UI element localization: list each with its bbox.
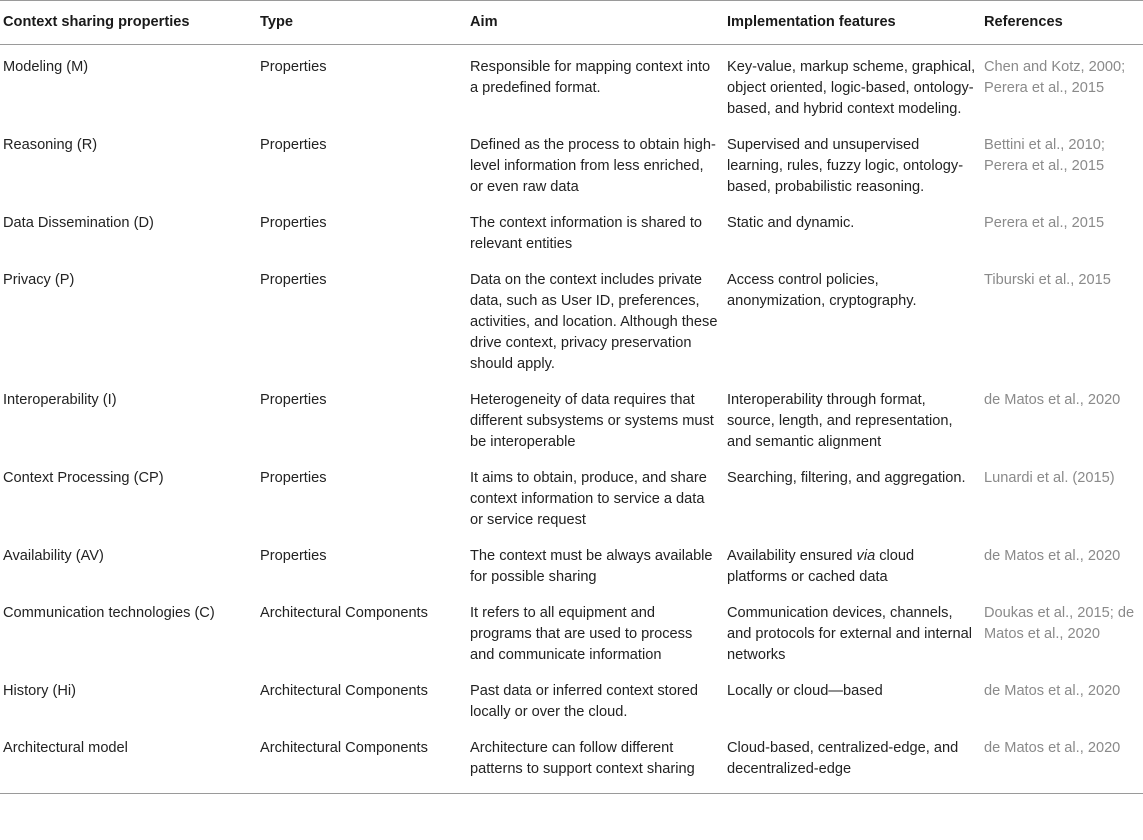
property-cell: Context Processing (CP)	[3, 470, 164, 486]
table-row	[0, 258, 1143, 378]
aim-cell: Responsible for mapping context into a predefined format.	[470, 59, 711, 96]
references-cell: de Matos et al., 2020	[980, 726, 1143, 794]
features-cell: Key-value, markup scheme, graphical, object oriented, logic-based, ontology-based, and hybrid context modeling.	[727, 59, 976, 117]
references-cell: de Matos et al., 2020	[984, 683, 1121, 699]
references-cell: Lunardi et al. (2015)	[984, 470, 1115, 486]
header-implementation-features: Implementation features	[723, 1, 980, 45]
references-cell: Chen and Kotz, 2000; Perera et al., 2015	[984, 59, 1126, 96]
features-cell: Access control policies, anonymization, cryptography.	[727, 272, 917, 309]
header-references: References	[980, 1, 1143, 45]
type-cell: Architectural Components	[260, 605, 428, 621]
aim-cell: Architecture can follow different patterns to support context sharing	[466, 726, 723, 794]
table-row	[0, 669, 1143, 726]
header-aim: Aim	[466, 1, 723, 45]
aim-cell: Past data or inferred context stored locally or over the cloud.	[470, 683, 698, 720]
references-cell: Bettini et al., 2010; Perera et al., 2015	[984, 137, 1105, 174]
references-cell: Perera et al., 2015	[984, 215, 1105, 231]
aim-cell: Data on the context includes private data, such as User ID, preferences, activities, and location. Although these drive context, privacy preservation should apply.	[470, 272, 718, 372]
features-cell	[723, 534, 980, 591]
aim-cell: Heterogeneity of data requires that different subsystems or systems must be interoperable	[470, 392, 714, 450]
aim-cell: The context must be always available for possible sharing	[470, 548, 713, 585]
table-row	[0, 201, 1143, 258]
type-cell: Properties	[260, 392, 327, 408]
features-cell: Communication devices, channels, and protocols for external and internal networks	[727, 605, 973, 663]
table-row	[0, 123, 1143, 201]
table-row	[0, 591, 1143, 669]
table-row	[0, 378, 1143, 456]
header-context-sharing-properties: Context sharing properties	[0, 1, 256, 45]
features-cell: Supervised and unsupervised learning, rules, fuzzy logic, ontology-based, probabilistic reasoning.	[727, 137, 964, 195]
aim-cell: The context information is shared to relevant entities	[470, 215, 702, 252]
property-cell: Reasoning (R)	[3, 137, 98, 153]
table-header	[0, 1, 1143, 45]
type-cell: Properties	[260, 59, 327, 75]
features-cell: Locally or cloud—based	[727, 683, 883, 699]
type-cell: Properties	[260, 215, 327, 231]
property-cell: Availability (AV)	[3, 548, 104, 564]
features-cell: Interoperability through format, source, length, and representation, and semantic alignment	[727, 392, 953, 450]
table-row	[0, 534, 1143, 591]
features-text-italic: via	[856, 548, 876, 564]
references-cell: Tiburski et al., 2015	[984, 272, 1111, 288]
type-cell: Properties	[260, 272, 327, 288]
property-cell: History (Hi)	[3, 683, 76, 699]
features-text-pre: Availability ensured	[727, 548, 857, 564]
type-cell: Properties	[260, 548, 327, 564]
property-cell: Data Dissemination (D)	[3, 215, 154, 231]
references-cell: Doukas et al., 2015; de Matos et al., 2020	[984, 605, 1135, 642]
property-cell: Privacy (P)	[3, 272, 75, 288]
references-cell: de Matos et al., 2020	[984, 548, 1121, 564]
features-text-post: cloud platforms or cached data	[727, 548, 915, 585]
type-cell: Architectural Components	[260, 683, 428, 699]
aim-cell: Defined as the process to obtain high-level information from less enriched, or even raw data	[470, 137, 716, 195]
aim-cell: It aims to obtain, produce, and share context information to service a data or service request	[470, 470, 707, 528]
property-cell: Interoperability (I)	[3, 392, 117, 408]
header-type: Type	[256, 1, 466, 45]
property-cell: Communication technologies (C)	[3, 605, 215, 621]
type-cell: Properties	[260, 137, 327, 153]
features-cell: Static and dynamic.	[727, 215, 855, 231]
header-row	[0, 1, 1143, 45]
aim-cell: It refers to all equipment and programs that are used to process and communicate information	[470, 605, 693, 663]
table-row	[0, 726, 1143, 794]
type-cell: Architectural Components	[256, 726, 466, 794]
references-cell: de Matos et al., 2020	[984, 392, 1121, 408]
features-cell: Cloud-based, centralized-edge, and decentralized-edge	[723, 726, 980, 794]
property-cell: Architectural model	[0, 726, 256, 794]
type-cell: Properties	[260, 470, 327, 486]
table-row	[0, 456, 1143, 534]
table-row	[0, 45, 1143, 124]
property-cell: Modeling (M)	[3, 59, 89, 75]
table-body	[0, 45, 1143, 794]
features-cell: Searching, filtering, and aggregation.	[727, 470, 966, 486]
